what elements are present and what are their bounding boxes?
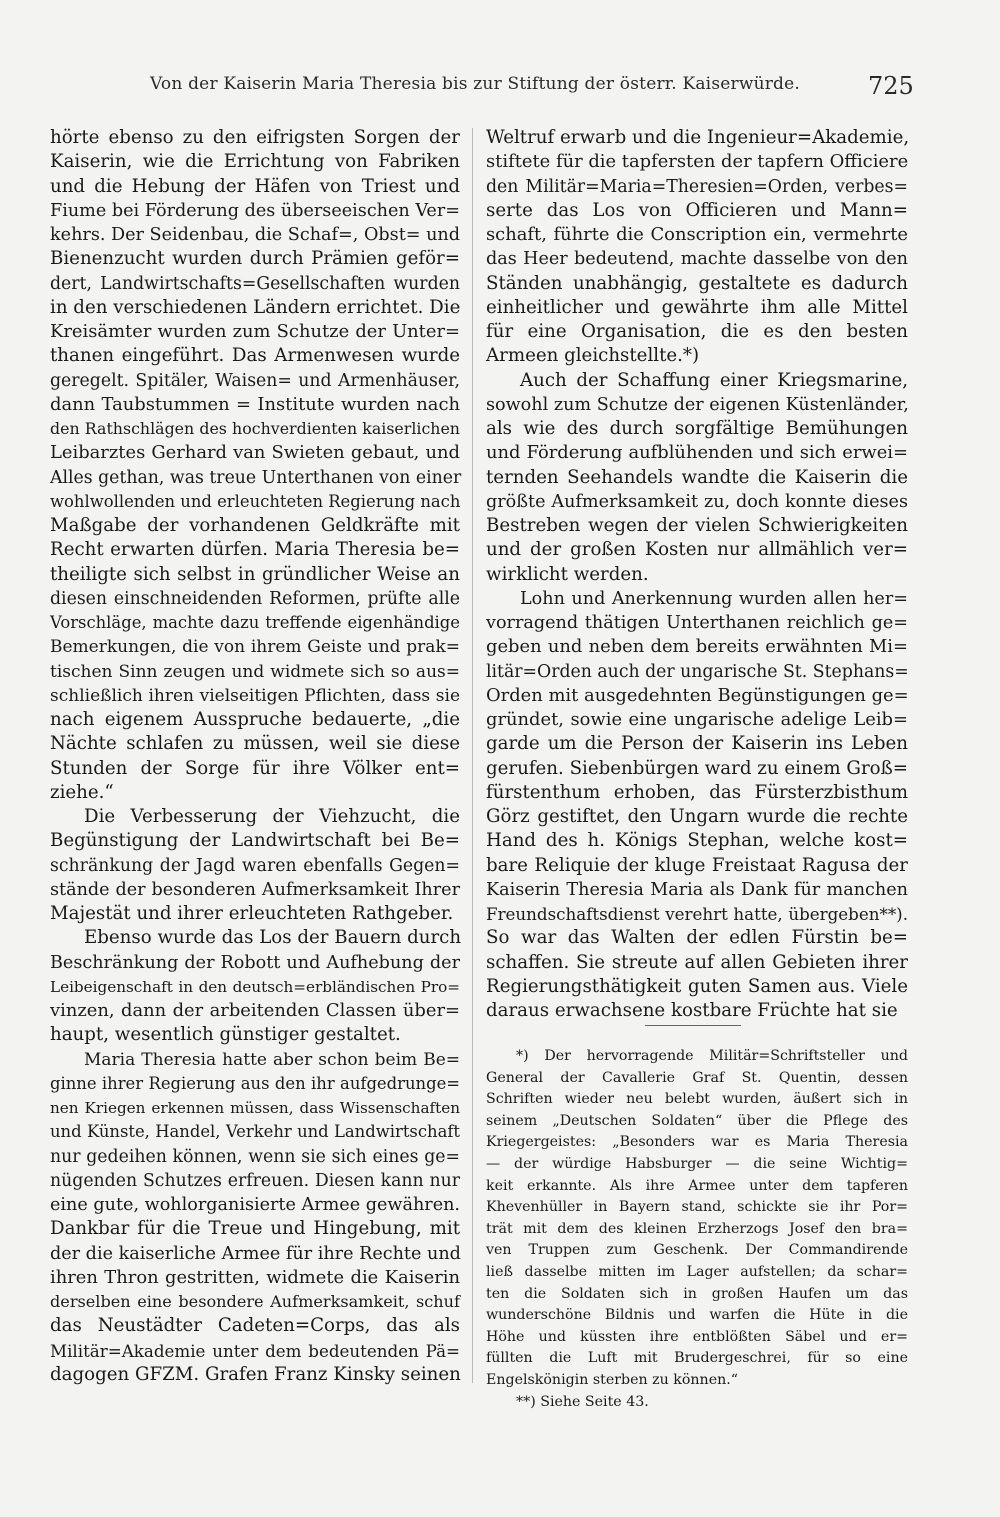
text-line: Kreisämter wurden zum Schutze der Unter=: [50, 321, 460, 342]
text-line: Weltruf erwarb und die Ingenieur=Akademie,: [486, 127, 910, 148]
text-line: Ständen unabhängig, gestaltete es dadurch: [486, 272, 908, 294]
text-line: vinzen, dann der arbeitenden Classen über=: [50, 1000, 460, 1021]
text-line: Freundschaftsdienst verehrt hatte, übergeben**).: [486, 904, 908, 924]
footnote-line: Schriften wieder neu belebt wurden, äußert sich in: [486, 1091, 908, 1108]
left-text-column: [50, 126, 460, 1387]
text-line: So war das Walten der edlen Fürstin be=: [486, 927, 908, 949]
text-line: Nächte schlafen zu müssen, weil sie diese: [50, 733, 460, 755]
text-line: ginne ihrer Regierung aus den ihr aufgedrunge=: [50, 1073, 460, 1093]
text-line: als wie des durch sorgfältige Bemühungen: [486, 418, 908, 439]
text-line: Vorschläge, machte dazu treffende eigenhändige: [50, 613, 460, 632]
footnote-line: Khevenhüller in Bayern stand, schickte sie ihr Por=: [486, 1199, 908, 1216]
text-line: Recht erwarten dürfen. Maria Theresia be=: [50, 539, 460, 561]
text-line: Begünstigung der Landwirtschaft bei Be=: [50, 830, 460, 852]
text-line: geregelt. Spitäler, Waisen= und Armenhäuser,: [50, 370, 460, 391]
text-line: Alles gethan, was treue Unterthanen von einer: [50, 467, 462, 488]
text-line: schränkung der Jagd waren ebenfalls Gegen=: [50, 855, 460, 876]
footnote-line: seinem „Deutschen Soldaten“ über die Pflege des: [486, 1112, 908, 1129]
text-line: Maßgabe der vorhandenen Geldkräfte mit: [50, 515, 460, 536]
footnote-line: **) Siehe Seite 43.: [516, 1393, 649, 1410]
text-line: Regierungsthätigkeit guten Samen aus. Viele: [486, 975, 908, 997]
text-line: Fiume bei Förderung des überseeischen Ver=: [50, 200, 460, 221]
footnote-line: — der würdige Habsburger — die seine Wichtig=: [486, 1155, 908, 1172]
text-line: schaft, führte die Conscription ein, vermehrte: [486, 224, 908, 245]
text-line: Leibeigenschaft in den deutsch=erbländischen Pro=: [50, 977, 460, 996]
text-line: nur gedeihen können, wenn sie sich eines ge=: [50, 1146, 460, 1167]
text-line: Dankbar für die Treue und Hingebung, mit: [50, 1218, 460, 1240]
text-line: geben und neben dem bereits erwähnten Mi=: [486, 636, 908, 658]
text-line: Bienenzucht wurden durch Prämien geför=: [50, 248, 460, 270]
footnote-line: ten die Soldaten sich in großen Haufen um das: [486, 1285, 908, 1302]
text-line: Militär=Akademie unter dem bedeutenden Pä=: [50, 1340, 460, 1361]
footnotes: [486, 1046, 908, 1413]
text-line: nach eigenem Ausspruche bedauerte, „die: [50, 709, 460, 730]
text-line: Ebenso wurde das Los der Bauern durch: [84, 927, 462, 949]
text-line: gründet, sowie eine ungarische adelige Leib=: [486, 709, 908, 730]
text-line: Bestreben wegen der vielen Schwierigkeiten: [486, 515, 908, 536]
text-line: Maria Theresia hatte aber schon beim Be=: [84, 1049, 460, 1070]
text-line: und Förderung aufblühenden und sich erwei=: [486, 442, 908, 464]
text-line: diesen einschneidenden Reformen, prüfte alle: [50, 588, 460, 609]
text-line: schaffen. Sie streute auf allen Gebieten ihrer: [486, 951, 908, 973]
text-line: litär=Orden auch der ungarische St. Stephans=: [486, 661, 909, 682]
text-line: das Neustädter Cadeten=Corps, das als: [50, 1315, 460, 1337]
text-line: für eine Organisation, die es den besten: [486, 321, 908, 342]
text-line: der die kaiserliche Armee für ihre Rechte und: [50, 1243, 461, 1264]
right-text-column: [486, 126, 908, 1023]
text-line: garde um die Person der Kaiserin ins Leben: [486, 733, 908, 755]
text-line: in den verschiedenen Ländern errichtet. Die: [50, 296, 461, 318]
text-line: fürstenthum erhoben, das Fürsterzbisthum: [486, 781, 908, 803]
text-line: schließlich ihren vielseitigen Pflichten, dass sie: [50, 685, 460, 706]
text-line: Die Verbesserung der Viehzucht, die: [84, 806, 460, 827]
text-line: und die Hebung der Häfen von Triest und: [50, 175, 460, 197]
text-line: gerufen. Siebenbürgen ward zu einem Groß=: [486, 757, 908, 779]
footnote-line: wunderschöne Bildnis und warfen die Hüte in die: [486, 1307, 908, 1324]
text-line: dann Taubstummen = Institute wurden nach: [50, 393, 460, 415]
footnote-line: General der Cavallerie Graf St. Quentin, dessen: [486, 1069, 908, 1086]
text-line: hörte ebenso zu den eifrigsten Sorgen der: [50, 127, 460, 148]
text-line: kehrs. Der Seidenbau, die Schaf=, Obst= und: [50, 225, 461, 245]
text-line: wirklicht werden.: [486, 563, 649, 585]
footnote-line: keit erkannte. Als ihre Armee unter dem tapferen: [486, 1177, 908, 1194]
running-head: Von der Kaiserin Maria Theresia bis zur Stiftung der österr. Kaiserwürde.: [150, 74, 801, 94]
column-divider: [472, 128, 473, 1383]
text-line: stiftete für die tapfersten der tapfern Officiere: [486, 151, 909, 173]
text-line: Stunden der Sorge für ihre Völker ent=: [50, 757, 460, 779]
page-number: 725: [868, 72, 914, 100]
text-line: einheitlicher und gewährte ihm alle Mittel: [486, 296, 908, 318]
text-line: daraus erwachsene kostbare Früchte hat sie: [486, 1000, 898, 1021]
text-line: Lohn und Anerkennung wurden allen her=: [520, 588, 908, 609]
text-line: dert, Landwirtschafts=Gesellschaften wurden: [50, 273, 460, 294]
text-line: Majestät und ihrer erleuchteten Rathgeber.: [50, 903, 454, 924]
text-line: nen Kriegen erkennen müssen, dass Wissenschaften: [50, 1099, 460, 1117]
text-line: Bemerkungen, die von ihrem Geiste und prak=: [50, 637, 460, 658]
footnote-line: Kriegergeistes: „Besonders war es Maria Theresia: [486, 1134, 908, 1151]
text-line: Orden mit ausgedehnten Begünstigungen ge=: [486, 684, 909, 706]
text-line: ihren Thron gestritten, widmete die Kaiserin: [50, 1266, 460, 1288]
text-line: Kaiserin Theresia Maria als Dank für manchen: [486, 879, 908, 900]
text-line: das Heer bedeutend, machte dasselbe von den: [486, 249, 908, 270]
footnote-line: Höhe und küssten ihre entblößten Säbel und er=: [486, 1328, 908, 1345]
text-line: thanen eingeführt. Das Armenwesen wurde: [50, 345, 460, 367]
text-line: ternden Seehandels wandte die Kaiserin die: [486, 466, 908, 488]
text-line: tischen Sinn zeugen und widmete sich so aus=: [50, 661, 460, 682]
text-line: den Militär=Maria=Theresien=Orden, verbes=: [486, 176, 908, 197]
text-line: Leibarztes Gerhard van Swieten gebaut, und: [50, 442, 460, 464]
footnote-line: Engelskönigin sterben zu können.“: [486, 1371, 738, 1388]
footnote-line: füllten die Luft mit Brudergeschrei, für so eine: [486, 1350, 908, 1367]
text-line: bare Reliquie der kluge Freistaat Ragusa der: [486, 854, 908, 876]
text-line: Hand des h. Königs Stephan, welche kost=: [486, 830, 908, 852]
footnote-line: *) Der hervorragende Militär=Schriftsteller und: [516, 1048, 908, 1064]
footnote-line: ließ dasselbe mitten im Lager aufstellen; da schar=: [486, 1263, 908, 1280]
text-line: vorragend thätigen Unterthanen reichlich ge=: [486, 613, 908, 633]
footnote-line: trät mit dem des kleinen Erzherzogs Josef den bra=: [486, 1220, 908, 1237]
text-line: Kaiserin, wie die Errichtung von Fabriken: [50, 151, 460, 173]
text-line: stände der besonderen Aufmerksamkeit Ihrer: [50, 879, 460, 900]
text-line: nügenden Schutzes erfreuen. Diesen kann nur: [50, 1170, 460, 1191]
text-line: eine gute, wohlorganisierte Armee gewähren.: [50, 1195, 461, 1215]
text-line: Beschränkung der Robott und Aufhebung der: [50, 952, 460, 973]
text-line: und der großen Kosten nur allmählich ver=: [486, 539, 908, 561]
footnote-separator: [645, 1025, 741, 1026]
text-line: den Rathschlägen des hochverdienten kaiserlichen: [50, 419, 460, 438]
text-line: und Künste, Handel, Verkehr und Landwirtschaft: [50, 1122, 460, 1142]
text-line: ziehe.“: [50, 781, 114, 803]
text-line: theiligte sich selbst in gründlicher Weise an: [50, 563, 460, 585]
text-line: größte Aufmerksamkeit zu, doch konnte dieses: [486, 491, 908, 512]
text-line: Görz gestiftet, den Ungarn wurde die rechte: [486, 806, 908, 827]
footnote-line: ven Truppen zum Geschenk. Der Commandirende: [486, 1242, 908, 1259]
text-line: dagogen GFZM. Grafen Franz Kinsky seinen: [50, 1363, 461, 1385]
text-line: haupt, wesentlich günstiger gestaltet.: [50, 1024, 401, 1046]
text-line: sowohl zum Schutze der eigenen Küstenländer,: [486, 394, 909, 415]
text-line: wohlwollenden und erleuchteten Regierung nach: [50, 491, 461, 511]
text-line: Auch der Schaffung einer Kriegsmarine,: [520, 369, 908, 391]
text-line: derselben eine besondere Aufmerksamkeit, schuf: [50, 1292, 460, 1311]
text-line: Armeen gleichstellte.*): [486, 345, 700, 367]
text-line: serte das Los von Officieren und Mann=: [486, 199, 908, 221]
